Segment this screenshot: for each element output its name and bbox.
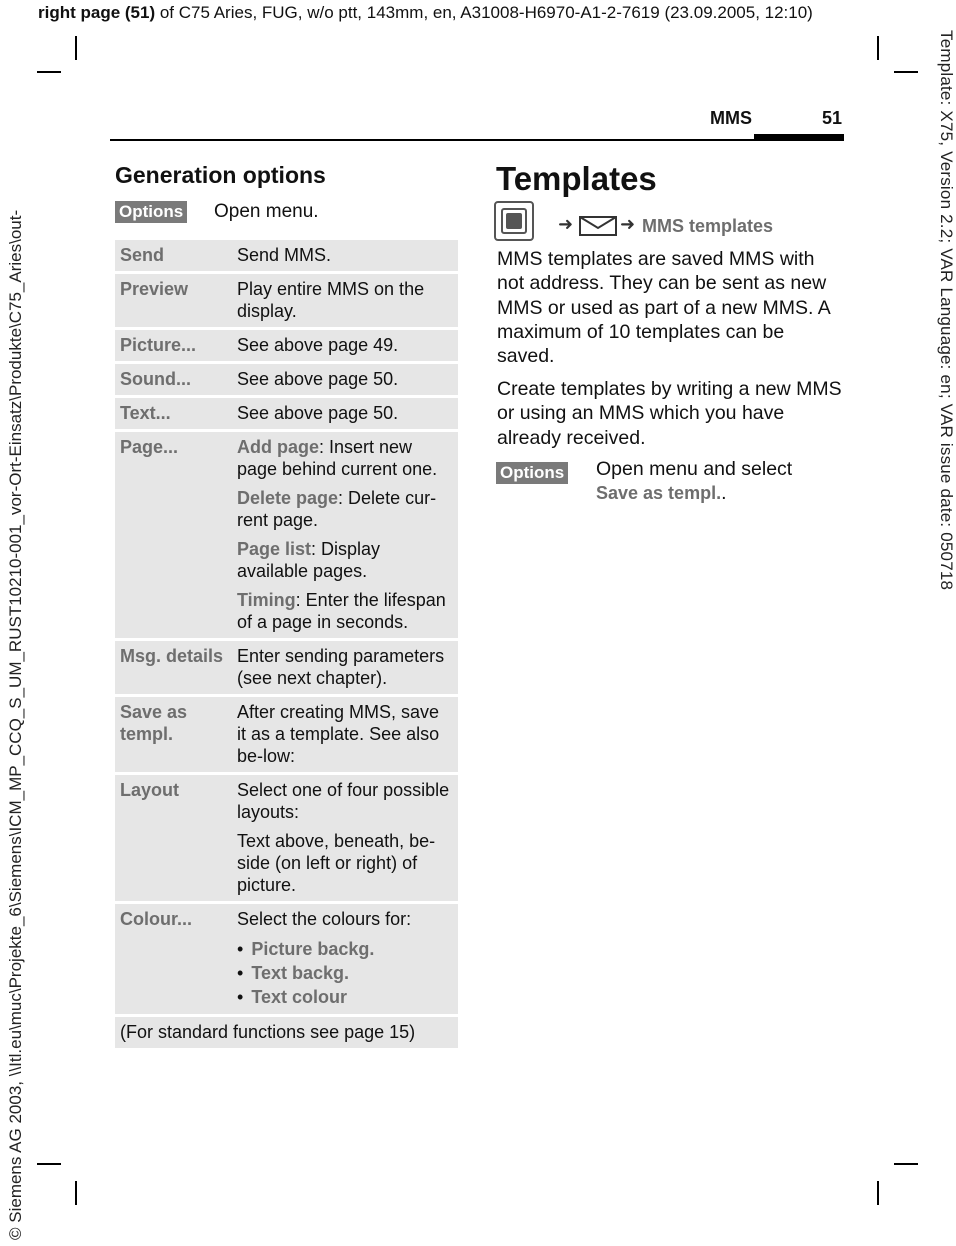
section-title: MMS [710,108,752,128]
crop-mark [894,71,918,73]
table-row [115,274,458,327]
header-rule [110,139,844,141]
option-label: Picture... [115,330,232,361]
option-desc [232,904,458,1014]
save-as-template-term: Save as templ. [596,483,722,503]
page-sub-option-text: : Delete cur-rent page. [237,488,437,530]
table-row [115,904,458,1014]
options-softkey [115,201,187,223]
option-label: Sound... [115,364,232,395]
crop-mark [37,1163,61,1165]
page-sub-option-term: Page list [237,539,312,559]
table-row [115,641,458,694]
options-softkey-label: Options [496,462,568,484]
copyright-path: © Siemens AG 2003, \\Itl.eu\muc\Projekte_6\Siemens\ICM_MP_CCQ_S_UM_RUST10210-001_vor-Ort-Einsatz\Produkte\C75_Aries\out- [6,209,25,1240]
options-softkey-text: Open menu. [214,201,319,222]
colour-item: Text colour [251,987,347,1007]
crop-mark [75,1181,77,1205]
arrow-right-icon: ➜ [558,214,574,234]
option-desc: See above page 50. [232,364,458,395]
crop-mark [75,36,77,60]
option-label: Save as templ. [115,697,232,772]
options-softkey-templates [496,462,568,484]
table-row [115,364,458,395]
page-sub-option [237,589,452,633]
colour-item: Picture backg. [251,939,375,959]
crop-mark [37,71,61,73]
term-suffix: . [721,482,727,504]
option-desc: Send MMS. [232,240,458,271]
standard-functions-note: (For standard functions see page 15) [115,1017,458,1048]
page-sub-option-text: : Insert new page behind current one. [237,437,438,479]
menu-path [494,201,844,245]
arrow-right-icon: ➜ [620,214,636,234]
option-desc: Enter sending parameters (see next chapter). [232,641,458,694]
menu-key-icon [494,201,534,241]
bullet-icon: • [237,939,244,959]
option-label: Text... [115,398,232,429]
generation-options-table [115,237,458,1051]
bullet-icon: • [237,963,244,983]
page-number: 51 [822,108,843,128]
mms-templates-menu-item: MMS templates [642,216,774,236]
option-desc: See above page 49. [232,330,458,361]
table-row [115,697,458,772]
header-rule-accent [754,134,844,140]
page-sub-option-term: Timing [237,590,296,610]
option-label: Send [115,240,232,271]
layout-desc-2: Text above, beneath, be-side (on left or right) of picture. [237,831,436,895]
templates-heading: Templates [496,160,657,197]
page-sub-option [237,538,452,582]
list-item [237,961,452,985]
print-header [38,3,813,23]
bullet-icon: • [237,987,244,1007]
envelope-icon [579,216,617,236]
table-row [115,398,458,429]
option-desc [232,432,458,638]
crop-mark [877,1181,879,1205]
page-sub-option-term: Delete page [237,488,339,508]
option-desc: After creating MMS, save it as a template. See also be-low: [232,697,458,772]
crop-mark [894,1163,918,1165]
table-row [115,1017,458,1048]
crop-mark [877,36,879,60]
page-sub-option [237,487,452,531]
options-softkey-label: Options [115,201,187,223]
templates-paragraph-2: Create templates by writing a new MMS or using an MMS which you have already received. [497,378,842,449]
colour-desc: Select the colours for: [237,909,412,929]
table-row [115,775,458,901]
option-label: Layout [115,775,232,901]
print-header-bold: right page (51) [38,3,156,22]
option-label: Colour... [115,904,232,1014]
list-item [237,985,452,1009]
option-label: Msg. details [115,641,232,694]
template-info: Template: X75, Version 2.2; VAR Language: en; VAR issue date: 050718 [937,30,956,591]
print-header-text: of C75 Aries, FUG, w/o ptt, 143mm, en, A31008-H6970-A1-2-7619 (23.09.2005, 12:10) [155,3,813,22]
page-sub-option-text: : Enter the lifespan of a page in seconds. [237,590,446,632]
option-desc [232,775,458,901]
option-label: Preview [115,274,232,327]
list-item [237,937,452,961]
layout-desc: Select one of four possible layouts: [237,780,450,822]
options-instruction: Open menu and select [596,458,793,480]
page-sub-option-term: Add page [237,437,320,457]
table-row [115,240,458,271]
colour-list [237,937,452,1009]
option-desc: See above page 50. [232,398,458,429]
colour-item: Text backg. [251,963,350,983]
generation-options-heading: Generation options [115,162,326,188]
table-row [115,330,458,361]
option-desc: Play entire MMS on the display. [232,274,458,327]
table-row [115,432,458,638]
option-label: Page... [115,432,232,638]
templates-paragraph-1: MMS templates are saved MMS with not address. They can be sent as new MMS or used as part of a new MMS. A maximum of 10 templates can be saved. [497,248,830,368]
page-sub-option [237,436,452,480]
options-softkey-templates-text [596,457,846,505]
page-sub-option-text: : Display available pages. [237,539,381,581]
